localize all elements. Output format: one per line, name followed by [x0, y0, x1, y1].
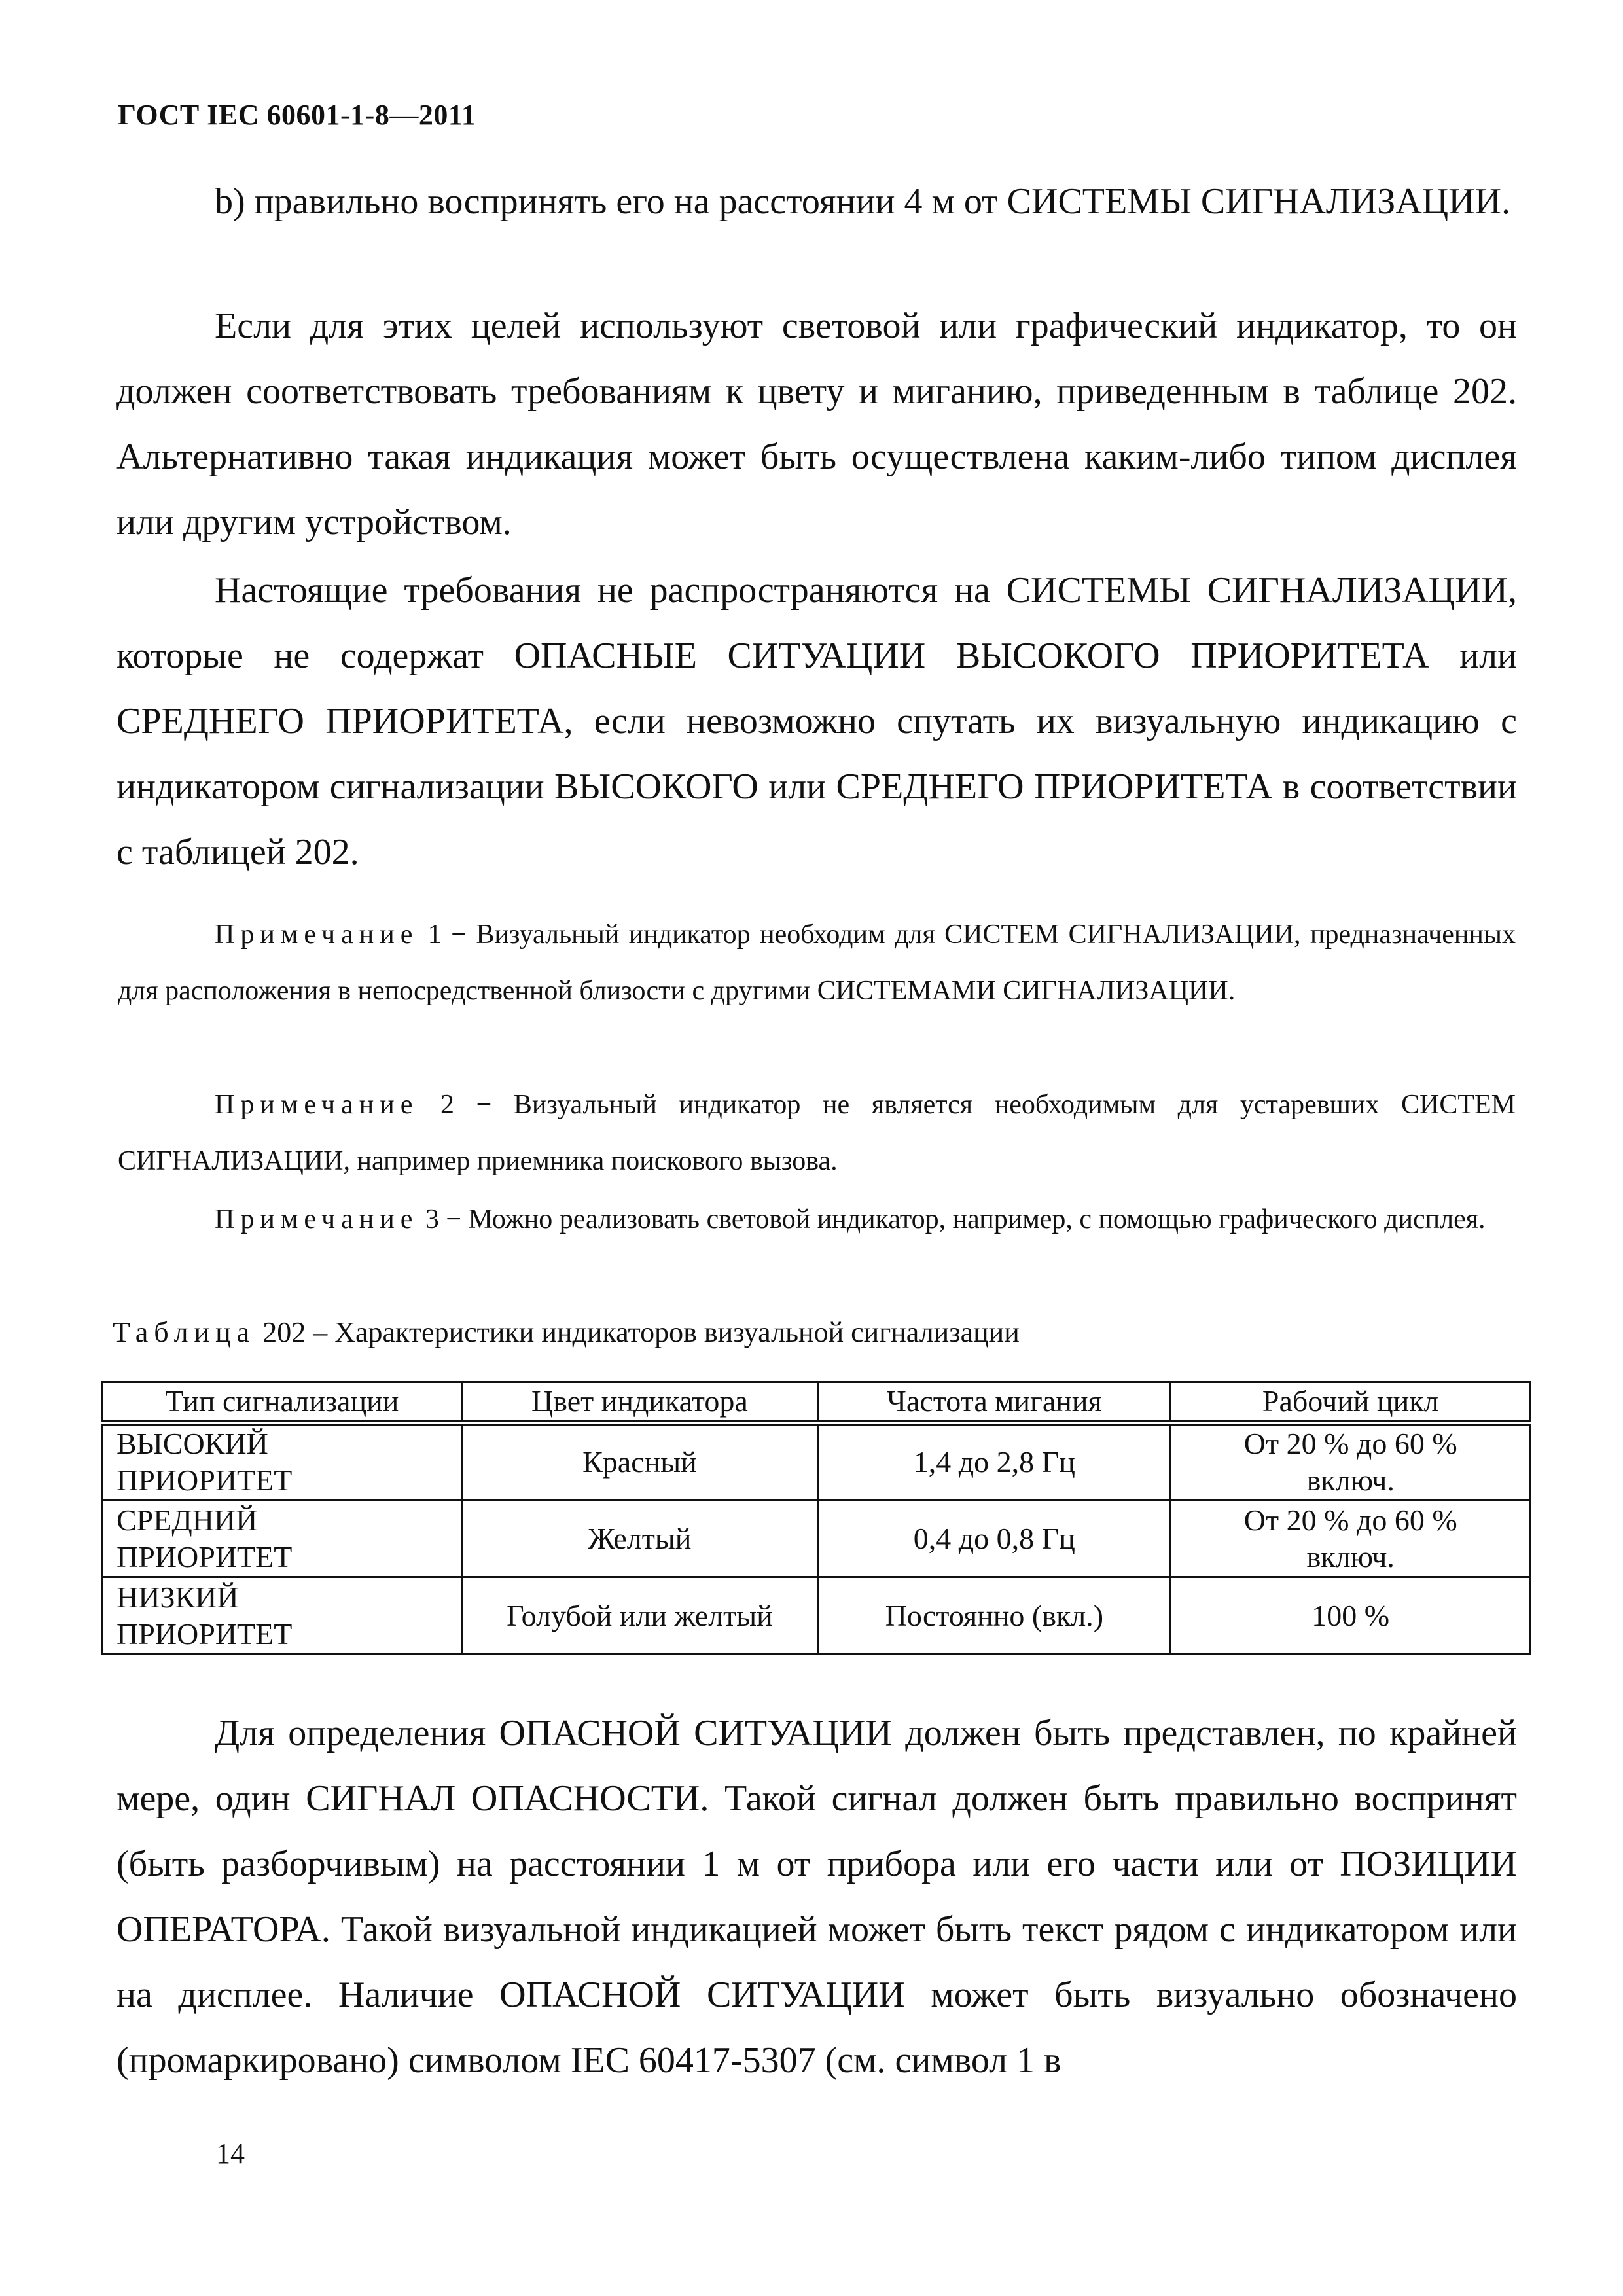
cell-frequency: 1,4 до 2,8 Гц: [818, 1423, 1171, 1500]
cell-cycle: [1171, 1423, 1531, 1500]
type-line-2: ПРИОРИТЕТ: [116, 1539, 293, 1573]
table-row: [103, 1577, 1531, 1655]
column-header-type: Тип сигнализации: [103, 1382, 462, 1423]
cycle-line-1: От 20 % до 60 %: [1243, 1427, 1457, 1460]
table-caption-text: 202 – Характеристики индикаторов визуальной сигнализации: [262, 1316, 1020, 1348]
table-header-row: [103, 1382, 1531, 1423]
paragraph-1: b) правильно воспринять его на расстоянии 4 м от СИСТЕМЫ СИГНАЛИЗАЦИИ.: [215, 181, 1511, 222]
cell-cycle: 100 %: [1171, 1577, 1531, 1655]
paragraph-3: Настоящие требования не распространяются на СИСТЕМЫ СИГНАЛИЗАЦИИ, которые не содержат ОПАСНЫЕ СИТУАЦИИ ВЫСОКОГО ПРИОРИТЕТА или СРЕДНЕГО ПРИОРИТЕТА, если невозможно спутать их визуальную индикацию с индикатором сигнализации ВЫСОКОГО или СРЕДНЕГО ПРИОРИТЕТА в соответствии с таблицей 202.: [116, 570, 1517, 872]
note-3: [118, 1191, 1516, 1247]
note-text: 1 − Визуальный индикатор необходим для СИСТЕМ СИГНАЛИЗАЦИИ, предназначенных для расположения в непосредственной близости с другими СИСТЕМАМИ СИГНАЛИЗАЦИИ.: [118, 920, 1516, 1006]
cell-frequency: 0,4 до 0,8 Гц: [818, 1500, 1171, 1577]
type-line-2: ПРИОРИТЕТ: [116, 1617, 293, 1651]
alarm-indicator-table: [101, 1381, 1531, 1655]
table-caption-label: Таблица: [113, 1316, 256, 1348]
cell-color: Голубой или желтый: [461, 1577, 818, 1655]
table-row: [103, 1423, 1531, 1500]
note-text: 3 − Можно реализовать световой индикатор, например, с помощью графического дисплея.: [425, 1204, 1486, 1234]
note-label: Примечание: [215, 1090, 419, 1120]
cycle-line-2: включ.: [1306, 1463, 1395, 1497]
column-header-frequency: Частота мигания: [818, 1382, 1171, 1423]
cell-color: Желтый: [461, 1500, 818, 1577]
cell-type: [103, 1577, 462, 1655]
note-1: [118, 906, 1516, 1019]
cycle-line-2: включ.: [1306, 1539, 1395, 1573]
type-line-1: СРЕДНИЙ: [116, 1503, 258, 1537]
cycle-line-1: От 20 % до 60 %: [1243, 1503, 1457, 1537]
type-line-1: НИЗКИЙ: [116, 1580, 239, 1614]
cell-color: Красный: [461, 1423, 818, 1500]
cell-type: [103, 1423, 462, 1500]
cell-type: [103, 1500, 462, 1577]
page-number: 14: [216, 2138, 245, 2170]
paragraph-2: Если для этих целей используют световой или графический индикатор, то он должен соответствовать требованиям к цвету и миганию, приведенным в таблице 202. Альтернативно такая индикация может быть осуществлена каким-либо типом дисплея или другим устройством.: [116, 306, 1517, 543]
standard-header: ГОСТ IEC 60601-1-8—2011: [118, 99, 476, 131]
table-caption: [113, 1316, 1020, 1349]
paragraph-4: Для определения ОПАСНОЙ СИТУАЦИИ должен быть представлен, по крайней мере, один СИГНАЛ ОПАСНОСТИ. Такой сигнал должен быть правильно воспринят (быть разборчивым) на расстоянии 1 м от прибора или его части или от ПОЗИЦИИ ОПЕРАТОРА. Такой визуальной индикацией может быть текст рядом с индикатором или на дисплее. Наличие ОПАСНОЙ СИТУАЦИИ может быть визуально обозначено (промаркировано) символом IEC 60417-5307 (см. символ 1 в: [116, 1713, 1517, 2081]
table-row: [103, 1500, 1531, 1577]
column-header-cycle: Рабочий цикл: [1171, 1382, 1531, 1423]
type-line-1: ВЫСОКИЙ: [116, 1427, 268, 1460]
note-2: [118, 1077, 1516, 1189]
note-text: 2 − Визуальный индикатор не является необходимым для устаревших СИСТЕМ СИГНАЛИЗАЦИИ, например приемника поискового вызова.: [118, 1090, 1516, 1176]
note-label: Примечание: [215, 1204, 419, 1234]
column-header-color: Цвет индикатора: [461, 1382, 818, 1423]
cell-frequency: Постоянно (вкл.): [818, 1577, 1171, 1655]
type-line-2: ПРИОРИТЕТ: [116, 1463, 293, 1497]
cell-cycle: [1171, 1500, 1531, 1577]
note-label: Примечание: [215, 920, 419, 950]
